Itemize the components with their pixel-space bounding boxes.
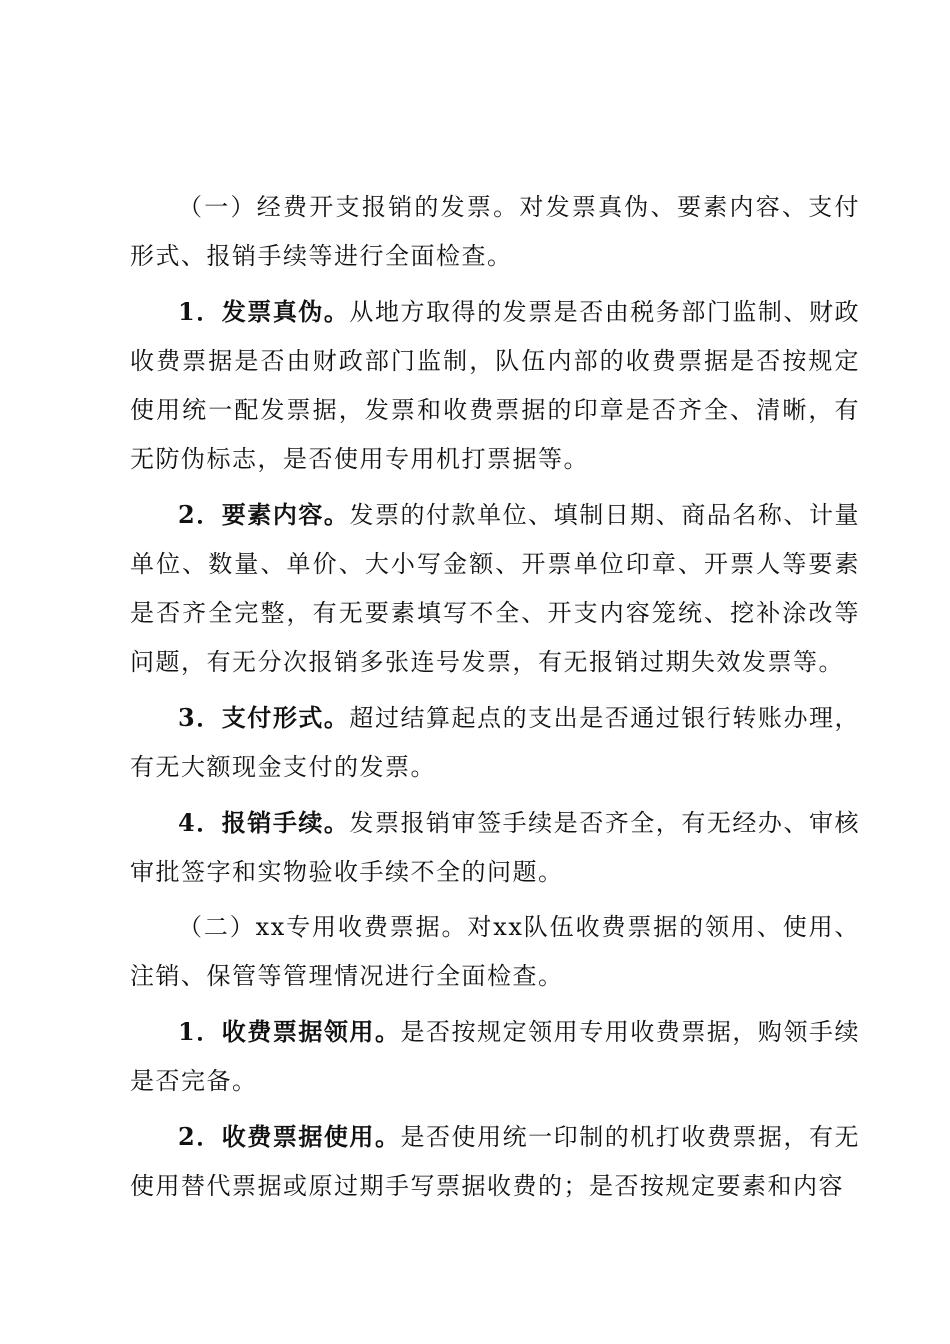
- section-2-paragraph: [130, 903, 860, 1001]
- paragraph-text: 是否按规定领用专用收费票据，购领手续是否完备。: [130, 1018, 861, 1095]
- paragraph-lead: 4．报销手续。: [178, 808, 350, 837]
- paragraph-text: （一）经费开支报销的发票。对发票真伪、要素内容、支付形式、报销手续等进行全面检查。: [130, 193, 860, 270]
- paragraph-text: （二）xx专用收费票据。对xx队伍收费票据的领用、使用、注销、保管等管理情况进行全面检查。: [130, 913, 860, 990]
- item-2-1-paragraph: [130, 1007, 860, 1106]
- paragraph-lead: 1．收费票据领用。: [178, 1017, 401, 1046]
- paragraph-lead: 1．发票真伪。: [178, 297, 350, 326]
- section-1-paragraph: [130, 183, 860, 281]
- paragraph-lead: 2．要素内容。: [178, 500, 350, 529]
- paragraph-text: 超过结算起点的支出是否通过银行转账办理，有无大额现金支付的发票。: [130, 704, 861, 781]
- paragraph-lead: 2．收费票据使用。: [178, 1122, 401, 1151]
- item-1-4-paragraph: [130, 798, 860, 897]
- item-1-3-paragraph: [130, 693, 860, 792]
- paragraph-text: 从地方取得的发票是否由税务部门监制、财政收费票据是否由财政部门监制，队伍内部的收费票据是否按规定使用统一配发票据，发票和收费票据的印章是否齐全、清晰，有无防伪标志，是否使用专用机打票据等。: [130, 298, 861, 473]
- item-1-2-paragraph: [130, 490, 860, 687]
- paragraph-text: 发票的付款单位、填制日期、商品名称、计量单位、数量、单价、大小写金额、开票单位印章、开票人等要素是否齐全完整，有无要素填写不全、开支内容笼统、挖补涂改等问题，有无分次报销多张连号发票，有无报销过期失效发票等。: [130, 501, 861, 676]
- document-body: [130, 183, 860, 1217]
- paragraph-lead: 3．支付形式。: [178, 703, 350, 732]
- paragraph-text: 是否使用统一印制的机打收费票据，有无使用替代票据或原过期手写票据收费的；是否按规定要素和内容: [130, 1123, 861, 1200]
- paragraph-text: 发票报销审签手续是否齐全，有无经办、审核审批签字和实物验收手续不全的问题。: [130, 809, 861, 886]
- item-2-2-paragraph: [130, 1112, 860, 1211]
- item-1-1-paragraph: [130, 287, 860, 484]
